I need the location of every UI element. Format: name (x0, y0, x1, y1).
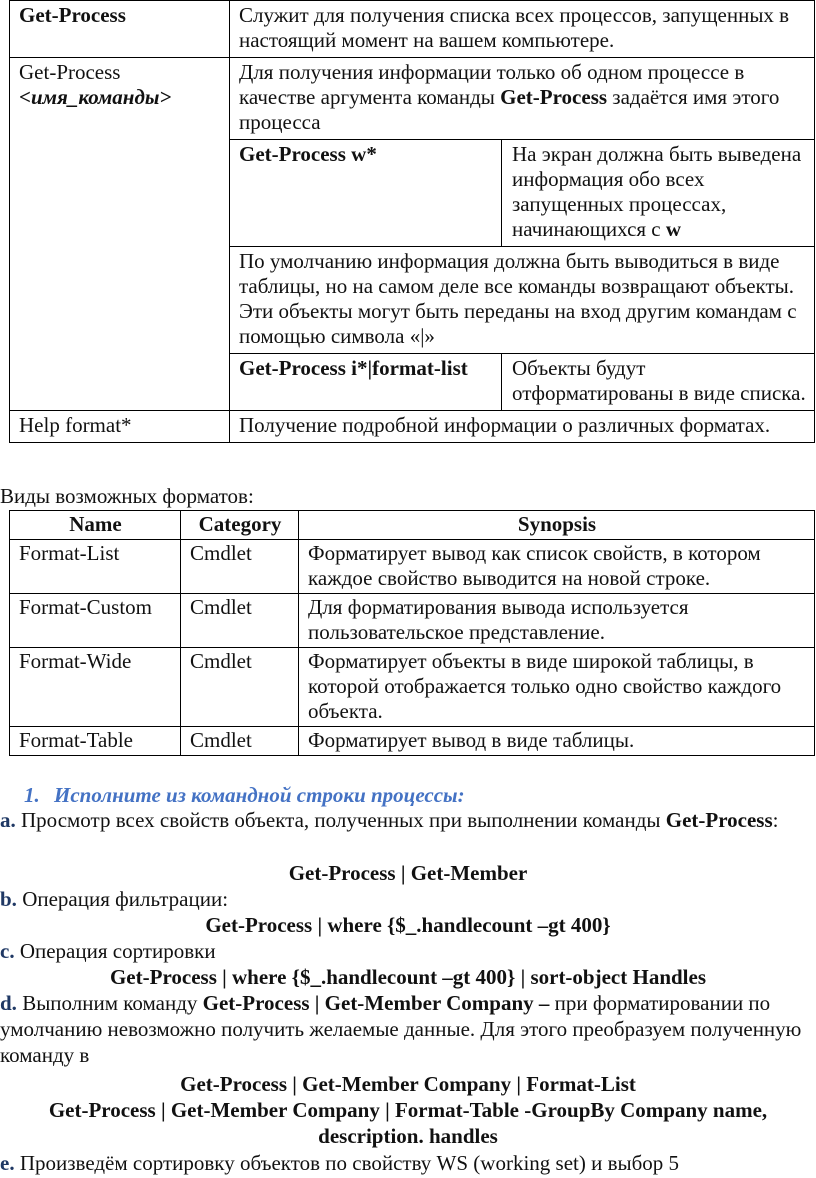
format-category: Cmdlet (181, 648, 299, 727)
command-b: Get-Process | where {$_.handlecount –gt 400} (205, 913, 611, 937)
argument-placeholder: <имя_команды> (19, 85, 172, 109)
command-cell: Get-Process <имя_команды> (10, 58, 230, 411)
column-header: Name (10, 511, 181, 540)
command-cell: Help format* (10, 411, 230, 443)
formats-table (9, 510, 815, 756)
format-name: Format-Wide (10, 648, 181, 727)
formats-caption: Виды возможных форматов: (0, 484, 254, 508)
nested-description-cell (230, 58, 815, 411)
command-d1: Get-Process | Get-Member Company | Format-List (180, 1072, 636, 1096)
format-synopsis: Форматирует объекты в виде широкой таблицы, в которой отображается только одно свойство каждого объекта. (299, 648, 815, 727)
table-row (10, 540, 815, 594)
format-category: Cmdlet (181, 540, 299, 594)
description-cell: Получение подробной информации о различных форматах. (230, 411, 815, 443)
task-title: Исполните из командной строки процессы: (54, 783, 465, 807)
commands-table (9, 0, 815, 443)
table-row (10, 727, 815, 756)
example-description: На экран должна быть выведена информация обо всех запущенных процессах, начинающихся с w (502, 140, 815, 247)
table-row (10, 648, 815, 727)
format-synopsis: Форматирует вывод как список свойств, в котором каждое свойство выводится на новой строке. (299, 540, 815, 594)
header-row (10, 511, 815, 540)
item-a: a. Просмотр всех свойств объекта, полученных при выполнении команды Get-Process: (0, 808, 779, 832)
command-a: Get-Process | Get-Member (288, 861, 528, 885)
task-number: 1. (24, 783, 40, 807)
format-category: Cmdlet (181, 727, 299, 756)
item-d: d. Выполним команду Get-Process | Get-Member Company – при форматировании по умолчанию невозможно получить желаемые данные. Для этого преобразуем полученную команду в (0, 991, 802, 1067)
table-row (10, 411, 815, 443)
example-command: Get-Process w* (230, 140, 502, 247)
format-synopsis: Для форматирования вывода используется пользовательское представление. (299, 594, 815, 648)
format-name: Format-Custom (10, 594, 181, 648)
table-row (10, 58, 815, 411)
example-command: Get-Process i*|format-list (230, 354, 502, 411)
command-cell: Get-Process (10, 1, 230, 58)
column-header: Category (181, 511, 299, 540)
format-name: Format-Table (10, 727, 181, 756)
table-row (10, 1, 815, 58)
format-category: Cmdlet (181, 594, 299, 648)
format-synopsis: Форматирует вывод в виде таблицы. (299, 727, 815, 756)
item-c: c. Операция сортировки (0, 939, 216, 963)
column-header: Synopsis (299, 511, 815, 540)
command-c: Get-Process | where {$_.handlecount –gt 400} | sort-object Handles (109, 965, 707, 989)
table-row (10, 594, 815, 648)
format-name: Format-List (10, 540, 181, 594)
command-d2: Get-Process | Get-Member Company | Format-Table -GroupBy Company name, description. handles (48, 1098, 768, 1148)
description-text: Для получения информации только об одном процессе в качестве аргумента команды Get-Process задаётся имя этого процесса (239, 60, 780, 134)
task-heading (24, 783, 465, 808)
description-cell: Служит для получения списка всех процессов, запущенных в настоящий момент на вашем компьютере. (230, 1, 815, 58)
example-description: Объекты будут отформатированы в виде списка. (502, 354, 815, 411)
item-b: b. Операция фильтрации: (0, 887, 229, 911)
item-e: e. Произведём сортировку объектов по свойству WS (working set) и выбор 5 (0, 1151, 680, 1175)
note-text: По умолчанию информация должна быть выводиться в виде таблицы, но на самом деле все команды возвращают объекты. Эти объекты могут быть переданы на вход другим командам с помощью символа «|» (230, 247, 814, 354)
